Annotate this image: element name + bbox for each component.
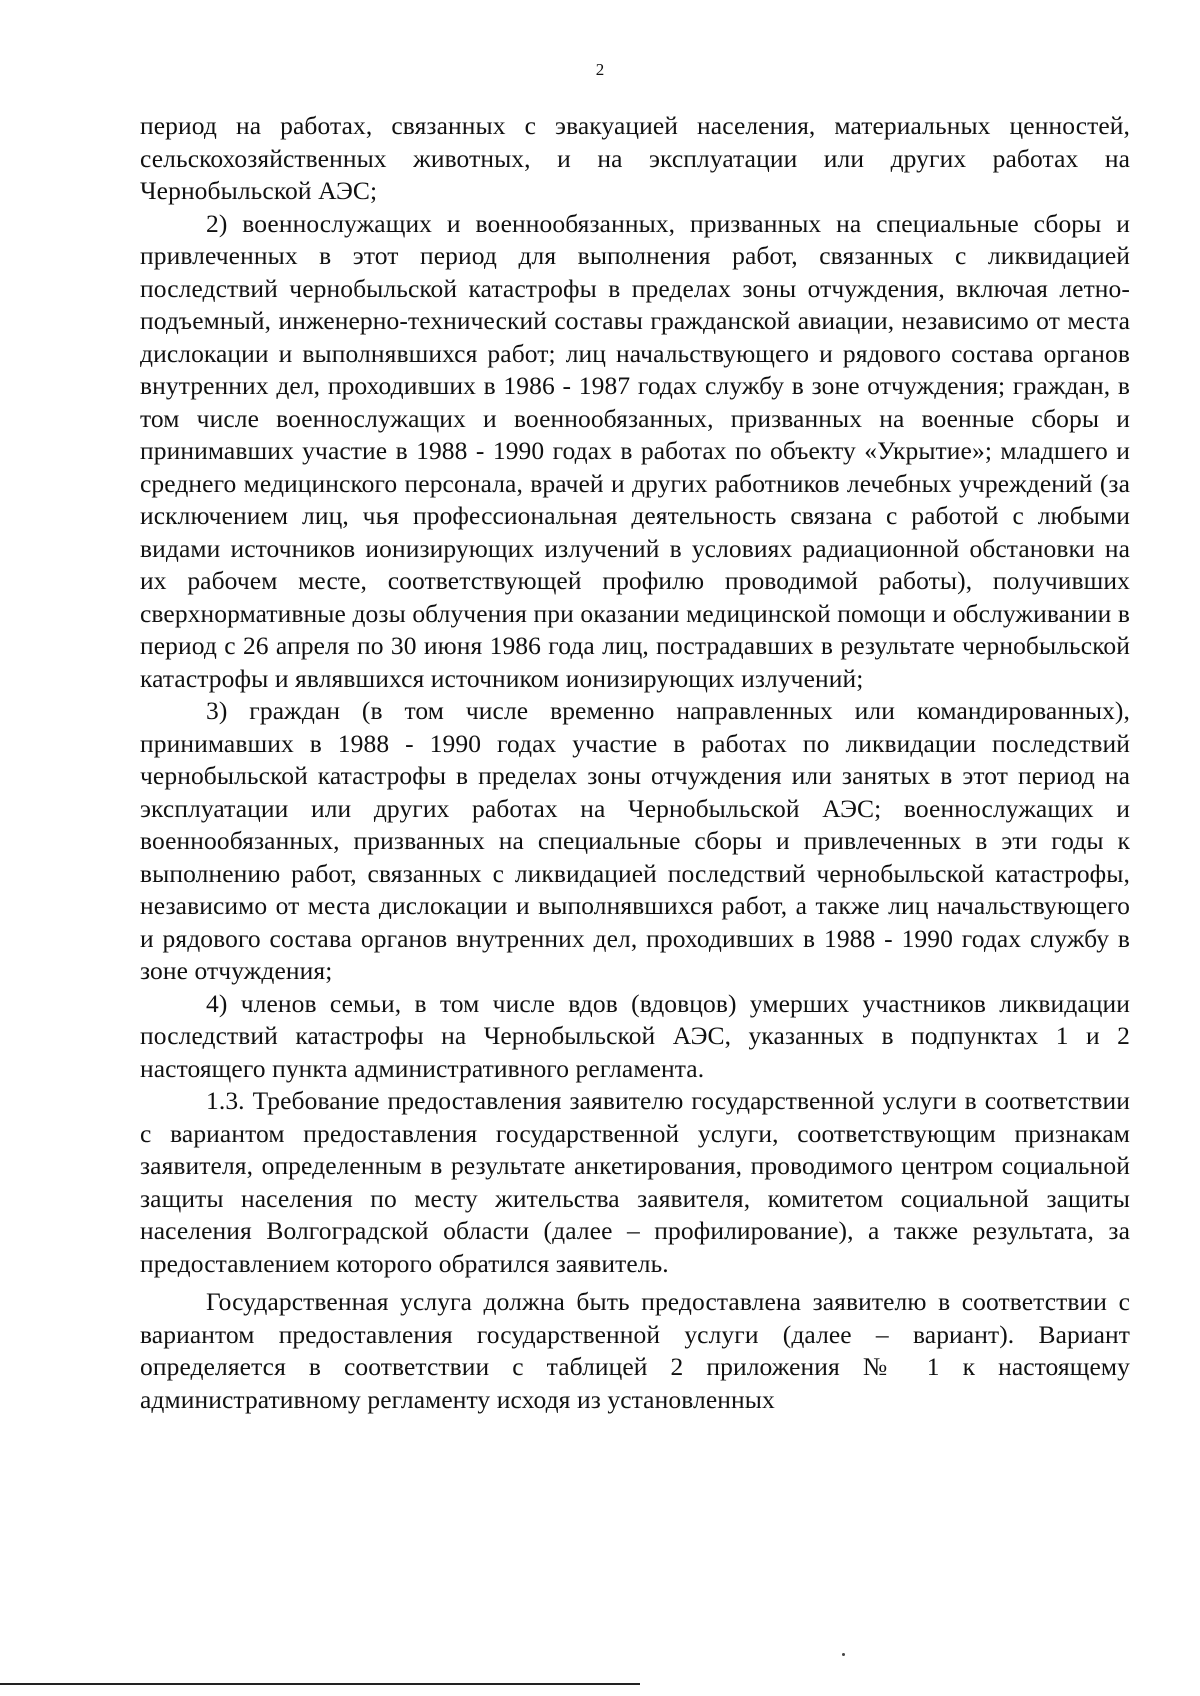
paragraph-item-4: 4) членов семьи, в том числе вдов (вдовцов) умерших участников ликвидации последствий катастрофы на Чернобыльской АЭС, указанных в подпунктах 1 и 2 настоящего пункта административного регламента. (140, 988, 1130, 1083)
scan-dot (842, 1653, 845, 1656)
bottom-rule (0, 1683, 640, 1685)
paragraph-section-1-3: 1.3. Требование предоставления заявителю государственной услуги в соответствии с вариантом предоставления государственной услуги, соответствующим признакам заявителя, определенным в результате анкетирования, проводимого центром социальной защиты населения по месту жительства заявителя, комитетом социальной защиты населения Волгоградской области (далее – профилирование), а также результата, за предоставлением которого обратился заявитель. (140, 1086, 1130, 1278)
paragraph-item-2: 2) военнослужащих и военнообязанных, призванных на специальные сборы и привлеченных в этот период для выполнения работ, связанных с ликвидацией последствий чернобыльской катастрофы в пределах зоны отчуждения, включая летно-подъемный, инженерно-технический составы гражданской авиации, независимо от места дислокации и выполнявшихся работ; лиц начальствующего и рядового состава органов внутренних дел, проходивших в 1986 - 1987 годах службу в зоне отчуждения; граждан, в том числе военнослужащих и военнообязанных, призванных на военные сборы и принимавших участие в 1988 - 1990 годах в работах по объекту «Укрытие»; младшего и среднего медицинского персонала, врачей и других работников лечебных учреждений (за исключением лиц, чья профессиональная деятельность связана с работой с любыми видами источников ионизирующих излучений в условиях радиационной обстановки на их рабочем месте, соответствующей профилю проводимой работы), получивших сверхнормативные дозы облучения при оказании медицинской помощи и обслуживании в период с 26 апреля по 30 июня 1986 года лиц, пострадавших в результате чернобыльской катастрофы и являвшихся источником ионизирующих излучений; (140, 208, 1130, 693)
page-number: 2 (595, 60, 605, 79)
paragraph-continuation: период на работах, связанных с эвакуацией населения, материальных ценностей, сельскохозяйственных животных, и на эксплуатации или других работах на Чернобыльской АЭС; (140, 111, 1130, 205)
paragraph-variant: Государственная услуга должна быть предоставлена заявителю в соответствии с вариантом предоставления государственной услуги (далее – вариант). Вариант определяется в соответствии с таблицей 2 приложения № 1 к настоящему административному регламенту исходя из установленных (140, 1287, 1130, 1414)
paragraph-item-3: 3) граждан (в том числе временно направленных или командированных), принимавших в 1988 - 1990 годах участие в работах по ликвидации последствий чернобыльской катастрофы в пределах зоны отчуждения или занятых в этот период на эксплуатации или других работах на Чернобыльской АЭС; военнослужащих и военнообязанных, призванных на специальные сборы и привлеченных в эти годы к выполнению работ, связанных с ликвидацией последствий чернобыльской катастрофы, независимо от места дислокации и выполнявшихся работ, а также лиц начальствующего и рядового состава органов внутренних дел, проходивших в 1988 - 1990 годах службу в зоне отчуждения; (140, 696, 1130, 985)
document-body (140, 110, 1130, 1416)
